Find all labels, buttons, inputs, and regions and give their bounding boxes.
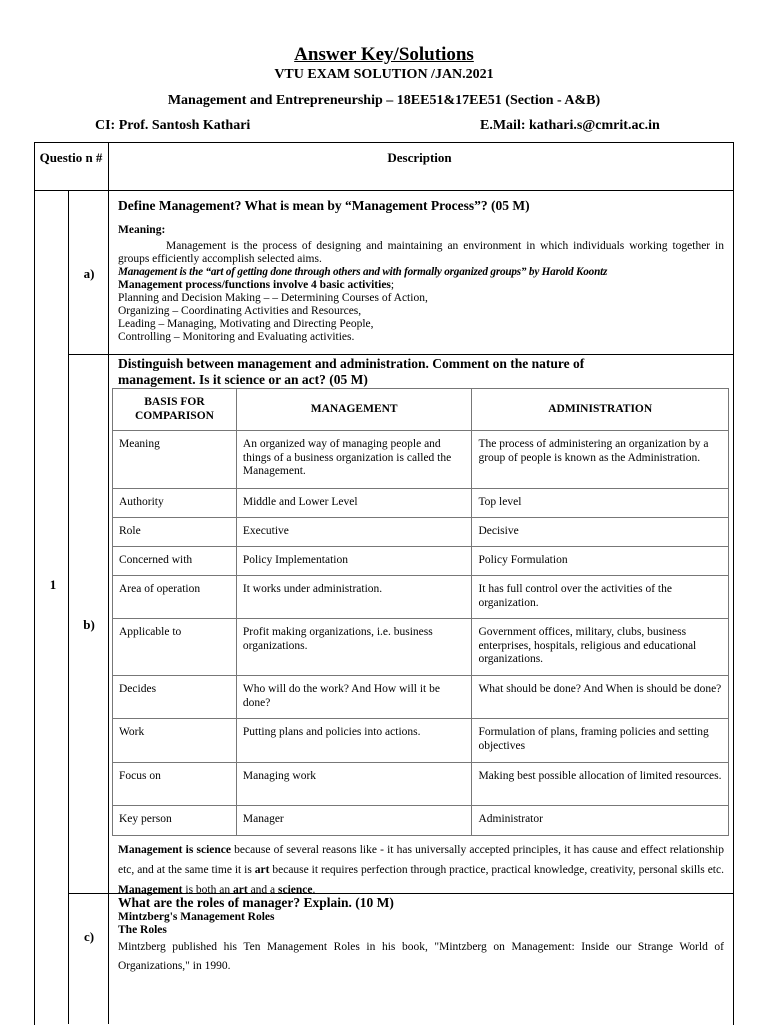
row-management: An organized way of managing people and things of a business organization is called the Management. <box>236 431 472 489</box>
row-basis: Role <box>113 518 237 547</box>
row-basis: Work <box>113 719 237 763</box>
row-basis: Concerned with <box>113 547 237 576</box>
divider-part-column <box>68 190 69 1024</box>
table-row <box>113 676 729 719</box>
row-management: It works under administration. <box>236 576 472 619</box>
conclusion-text-4: and a <box>247 884 279 896</box>
conclusion-text-5: . <box>312 884 316 896</box>
comparison-header-row <box>113 389 729 431</box>
part-a-label: a) <box>83 266 95 281</box>
conclusion-bold-1: Management is science <box>118 844 231 856</box>
column-management: MANAGEMENT <box>236 389 472 431</box>
row-management: Middle and Lower Level <box>236 489 472 518</box>
part-b-question-line1: Distinguish between management and administration. Comment on the nature of <box>118 356 585 371</box>
table-row <box>113 719 729 763</box>
course-title: Management and Entrepreneurship – 18EE51&17EE51 (Section - A&B) <box>167 93 601 108</box>
comparison-table <box>112 388 729 836</box>
row-management: Managing work <box>236 763 472 806</box>
row-management: Who will do the work? And How will it be done? <box>236 676 472 719</box>
mintzberg-heading: Mintzberg's Management Roles <box>118 911 275 923</box>
koontz-quote: Management is the “art of getting done through others and with formally organized groups” by Harold Koontz <box>118 266 608 278</box>
row-administration: Top level <box>472 489 729 518</box>
roles-heading: The Roles <box>118 924 167 936</box>
table-row <box>113 806 729 836</box>
part-b-label: b) <box>83 617 95 632</box>
part-a-divider <box>68 354 733 355</box>
conclusion-text-3: is both an <box>182 884 233 896</box>
column-basis: BASIS FOR COMPARISON <box>113 389 237 431</box>
row-basis: Meaning <box>113 431 237 489</box>
table-row <box>113 763 729 806</box>
activity-leading: Leading – Managing, Motivating and Directing People, <box>118 318 374 330</box>
activity-organizing: Organizing – Coordinating Activities and Resources, <box>118 305 362 317</box>
conclusion-bold-2: art <box>254 864 270 876</box>
activity-controlling: Controlling – Monitoring and Evaluating activities. <box>118 331 355 343</box>
conclusion-text-2: because it requires perfection through practice, practical knowledge, creativity, personal skills etc. <box>269 864 724 876</box>
row-basis: Area of operation <box>113 576 237 619</box>
part-b-question-line2: management. Is it science or an act? (05 M) <box>118 372 368 387</box>
row-administration: Formulation of plans, framing policies and setting objectives <box>472 719 729 763</box>
science-or-art-conclusion <box>118 840 724 900</box>
meaning-label: Meaning: <box>118 224 166 236</box>
exam-subtitle: VTU EXAM SOLUTION /JAN.2021 <box>274 67 494 82</box>
mintzberg-text: Mintzberg published his Ten Management Roles in his book, "Mintzberg on Management: Inside our Strange World of Organizations," in 1990. <box>118 941 724 972</box>
conclusion-bold-4: art <box>233 884 248 896</box>
instructor-name: CI: Prof. Santosh Kathari <box>95 118 251 133</box>
column-administration: ADMINISTRATION <box>472 389 729 431</box>
table-row <box>113 576 729 619</box>
row-administration: Administrator <box>472 806 729 836</box>
row-basis: Decides <box>113 676 237 719</box>
instructor-email: E.Mail: kathari.s@cmrit.ac.in <box>480 118 660 133</box>
row-basis: Key person <box>113 806 237 836</box>
question-number-header: Questio n # <box>39 150 103 165</box>
row-administration: What should be done? And When is should be done? <box>472 676 729 719</box>
row-administration: Policy Formulation <box>472 547 729 576</box>
table-row <box>113 518 729 547</box>
row-basis: Focus on <box>113 763 237 806</box>
conclusion-text-1: because of several reasons like - it has universally accepted principles, it has cause and effect relationship etc, and at the same time it is <box>118 844 724 876</box>
description-header: Description <box>387 150 452 165</box>
row-administration: Making best possible allocation of limited resources. <box>472 763 729 806</box>
row-administration: It has full control over the activities of the organization. <box>472 576 729 619</box>
row-administration: Government offices, military, clubs, business enterprises, hospitals, religious and educational organizations. <box>472 619 729 676</box>
table-row <box>113 547 729 576</box>
conclusion-bold-3: Management <box>118 884 183 896</box>
part-c-label: c) <box>83 929 95 944</box>
row-management: Executive <box>236 518 472 547</box>
process-label: Management process/functions involve 4 basic activities <box>118 279 391 291</box>
row-administration: Decisive <box>472 518 729 547</box>
meaning-text: Management is the process of designing and maintaining an environment in which individuals working together in groups efficiently accomplish selected aims. <box>118 240 724 265</box>
conclusion-bold-5: science <box>278 884 313 896</box>
row-basis: Applicable to <box>113 619 237 676</box>
row-management: Policy Implementation <box>236 547 472 576</box>
table-row <box>113 489 729 518</box>
row-administration: The process of administering an organization by a group of people is known as the Administration. <box>472 431 729 489</box>
part-b-question <box>118 356 584 388</box>
activity-planning: Planning and Decision Making – – Determining Courses of Action, <box>118 292 428 304</box>
part-a-question: Define Management? What is mean by “Management Process”? (05 M) <box>118 198 530 213</box>
part-c-answer <box>118 911 724 976</box>
table-row <box>113 431 729 489</box>
row-basis: Authority <box>113 489 237 518</box>
part-c-question: What are the roles of manager? Explain. (10 M) <box>118 895 394 910</box>
process-suffix: ; <box>390 279 395 291</box>
part-a-answer <box>118 224 724 344</box>
table-row <box>113 619 729 676</box>
row-management: Putting plans and policies into actions. <box>236 719 472 763</box>
header-row-divider <box>34 190 733 191</box>
row-management: Manager <box>236 806 472 836</box>
question-number: 1 <box>49 577 57 592</box>
page-title: Answer Key/Solutions <box>294 44 474 65</box>
row-management: Profit making organizations, i.e. business organizations. <box>236 619 472 676</box>
